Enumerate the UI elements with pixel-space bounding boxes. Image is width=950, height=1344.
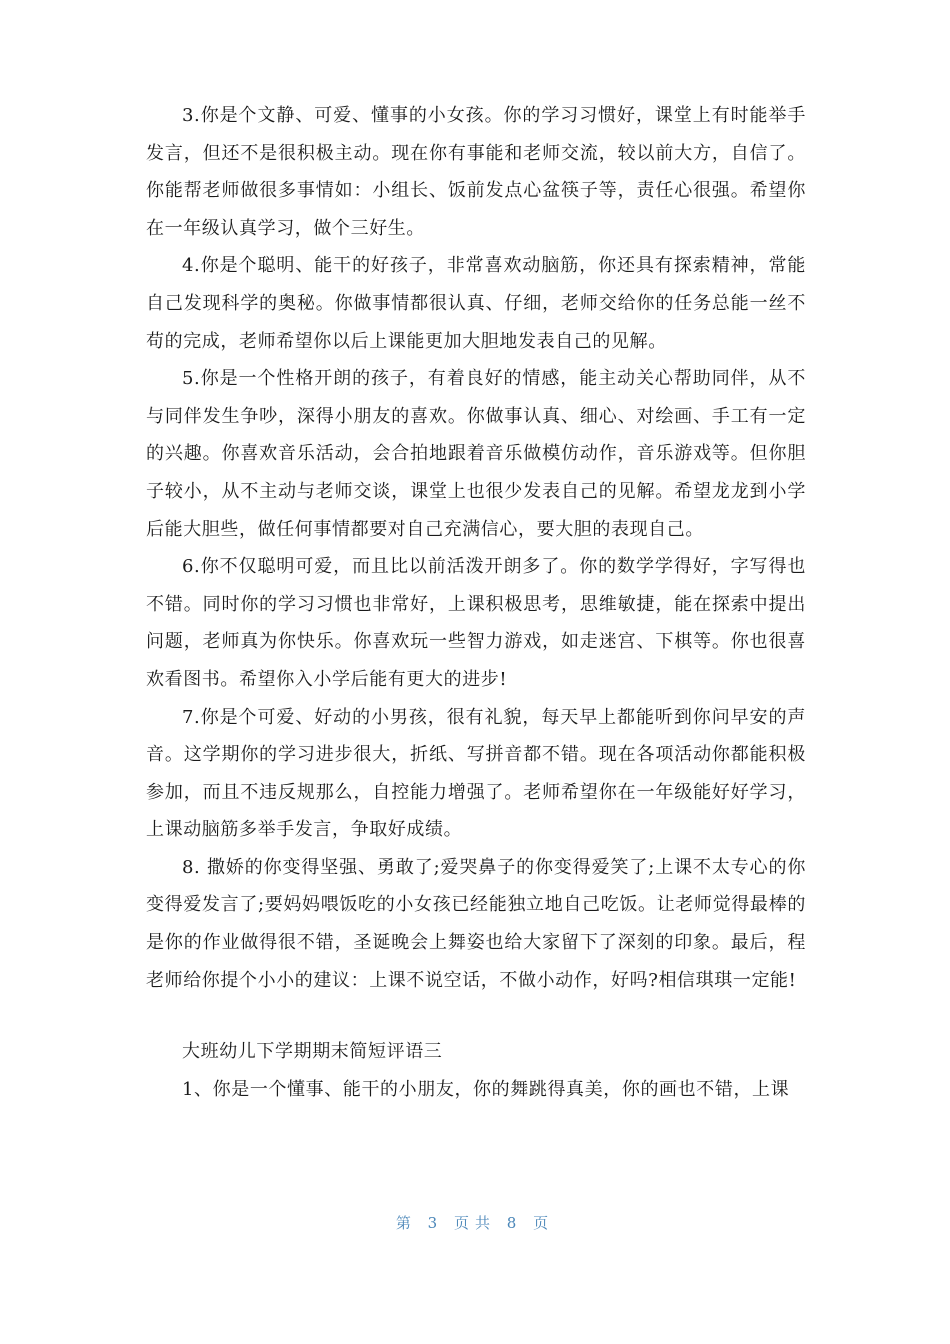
paragraph-6: 6.你不仅聪明可爱，而且比以前活泼开朗多了。你的数学学得好，字写得也不错。同时你的学习习惯也非常好，上课积极思考，思维敏捷，能在探索中提出问题，老师真为你快乐。你喜欢玩一些智力游戏，如走迷宫、下棋等。你也很喜欢看图书。希望你入小学后能有更大的进步!	[146, 556, 806, 690]
paragraph-5: 5.你是一个性格开朗的孩子，有着良好的情感，能主动关心帮助同伴，从不与同伴发生争吵，深得小朋友的喜欢。你做事认真、细心、对绘画、手工有一定的兴趣。你喜欢音乐活动，会合拍地跟着音乐做模仿动作，音乐游戏等。但你胆子较小，从不主动与老师交谈，课堂上也很少发表自己的见解。希望龙龙到小学后能大胆些，做任何事情都要对自己充满信心，要大胆的表现自己。	[146, 368, 806, 540]
paragraph-8: 8. 撒娇的你变得坚强、勇敢了;爱哭鼻子的你变得爱笑了;上课不太专心的你变得爱发言了;要妈妈喂饭吃的小女孩已经能独立地自己吃饭。让老师觉得最棒的是你的作业做得很不错，圣诞晚会上舞姿也给大家留下了深刻的印象。最后，程老师给你提个小小的建议：上课不说空话，不做小动作，好吗?相信琪琪一定能!	[146, 856, 806, 991]
paragraph-3: 3.你是个文静、可爱、懂事的小女孩。你的学习习惯好，课堂上有时能举手发言，但还不是很积极主动。现在你有事能和老师交流，较以前大方，自信了。你能帮老师做很多事情如：小组长、饭前发点心盆筷子等，责任心很强。希望你在一年级认真学习，做个三好生。	[146, 105, 806, 239]
page-content	[146, 97, 806, 1108]
paragraph-1-partial: 1、你是一个懂事、能干的小朋友，你的舞跳得真美，你的画也不错，上课	[182, 1078, 790, 1100]
paragraph-7: 7.你是个可爱、好动的小男孩，很有礼貌，每天早上都能听到你问早安的声音。这学期你的学习进步很大，折纸、写拼音都不错。现在各项活动你都能积极参加，而且不违反规那么，自控能力增强了。老师希望你在一年级能好好学习，上课动脑筋多举手发言，争取好成绩。	[146, 706, 806, 841]
page-footer: 第 3 页共 8 页	[395, 1214, 555, 1232]
section-heading: 大班幼儿下学期期末简短评语三	[182, 1041, 443, 1063]
paragraph-4: 4.你是个聪明、能干的好孩子，非常喜欢动脑筋，你还具有探索精神，常能自己发现科学的奥秘。你做事情都很认真、仔细，老师交给你的任务总能一丝不苟的完成，老师希望你以后上课能更加大胆地发表自己的见解。	[146, 255, 806, 352]
